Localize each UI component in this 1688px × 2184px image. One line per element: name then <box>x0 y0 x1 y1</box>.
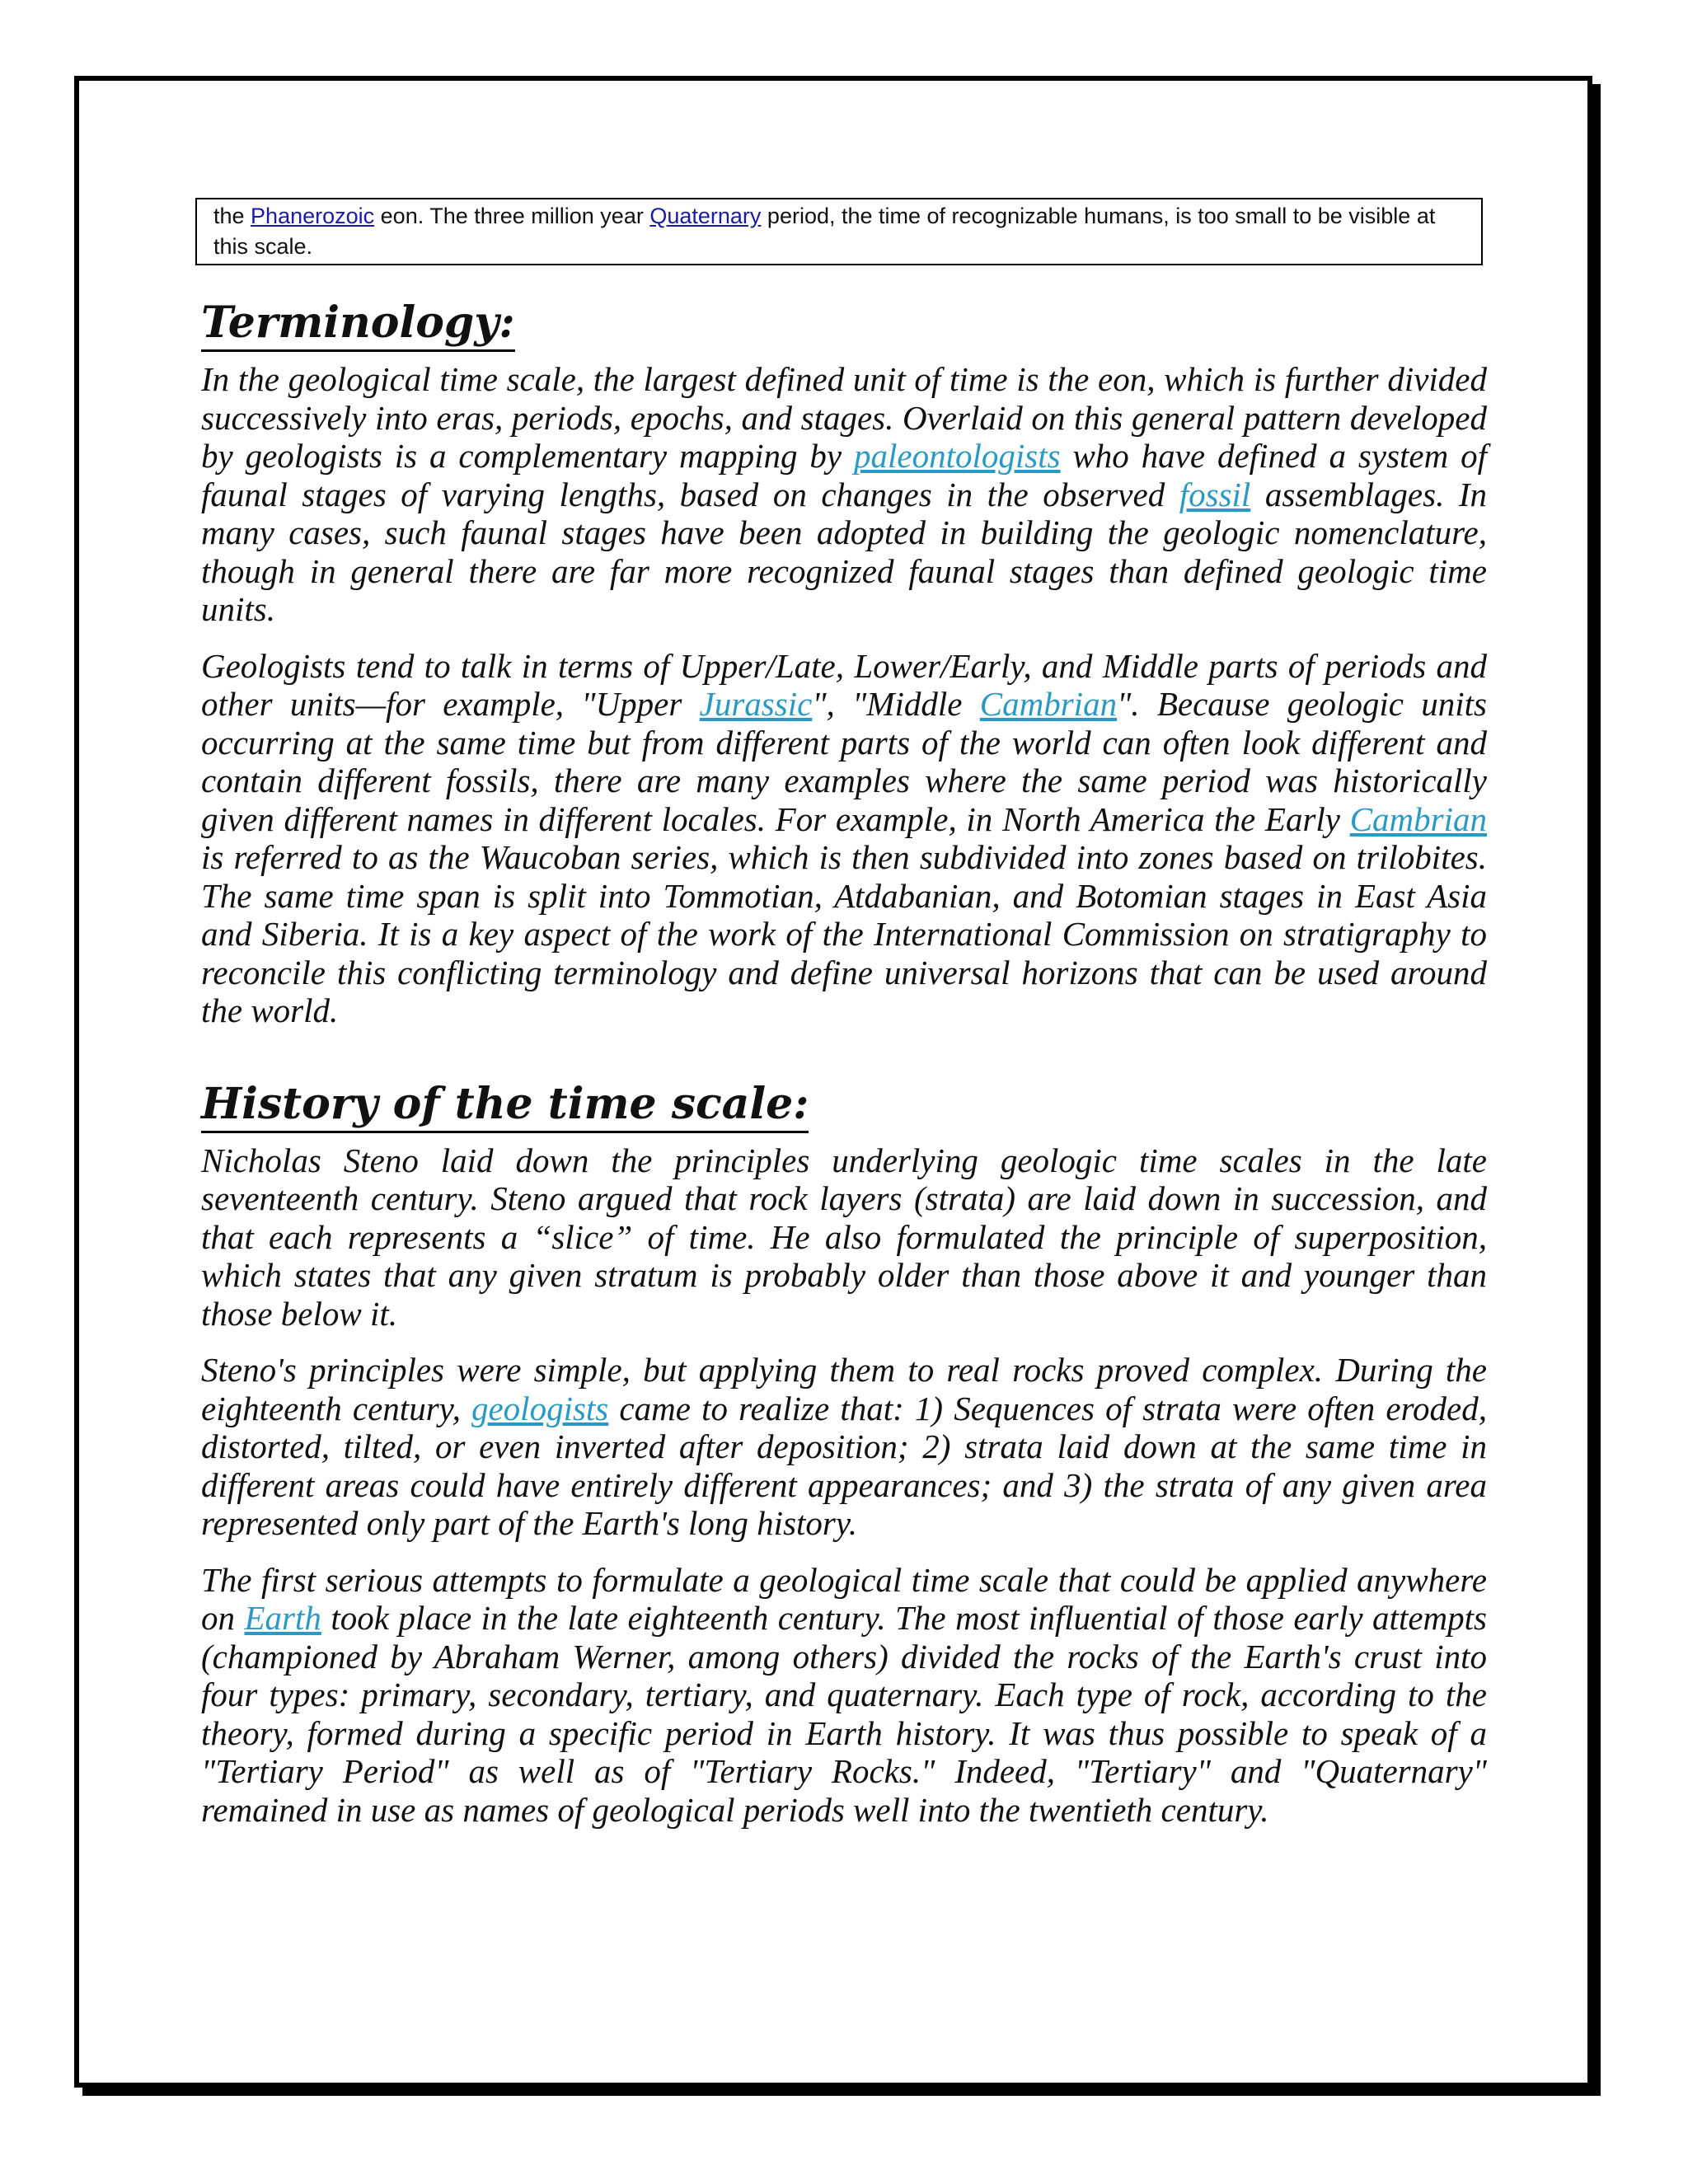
caption-text-post: period, the time of recognizable humans, is too small to be visible at this scale. <box>213 204 1436 259</box>
figure-caption <box>195 198 1483 265</box>
text-segment: is referred to as the Waucoban series, which is then subdivided into zones based on trilobites. The same time span is split into Tommotian, Atdabanian, and Botomian stages in East Asia and Siberia. It is a key aspect of the work of the International Commission on stratigraphy to reconcile this conflicting terminology and define universal horizons that can be used around the world. <box>201 838 1487 1029</box>
text-segment: Steno's principles were simple, but applying them to real rocks proved complex. During the eighteenth century, <box>201 1351 1487 1427</box>
link-jurassic[interactable]: Jurassic <box>699 685 813 723</box>
history-heading: History of the time scale: <box>201 1078 809 1133</box>
history-paragraph-1: Nicholas Steno laid down the principles underlying geologic time scales in the late seventeenth century. Steno argued that rock layers (strata) are laid down in succession, and that each represents a “slice” of time. He also formulated the principle of superposition, which states that any given stratum is probably older than those above it and younger than those below it. <box>201 1141 1487 1333</box>
link-geologists[interactable]: geologists <box>471 1389 609 1427</box>
text-segment: came to realize that: 1) Sequences of strata were often eroded, distorted, tilted, or even inverted after deposition; 2) strata laid down at the same time in different areas could have entirely different appearances; and 3) the strata of any given area represented only part of the Earth's long history. <box>201 1389 1487 1542</box>
text-segment: assemblages. In many cases, such faunal stages have been adopted in building the geologic nomenclature, though in general there are far more recognized faunal stages than defined geologic time units. <box>201 475 1487 628</box>
link-earth[interactable]: Earth <box>244 1599 321 1637</box>
text-segment: took place in the late eighteenth century. The most influential of those early attempts (championed by Abraham Werner, among others) divided the rocks of the Earth's crust into four types: primary, secondary, tertiary, and quaternary. Each type of rock, according to the theory, formed during a specific period in Earth history. It was thus possible to speak of a "Tertiary Period" as well as of "Tertiary Rocks." Indeed, "Tertiary" and "Quaternary" remained in use as names of geological periods well into the twentieth century. <box>201 1599 1487 1829</box>
link-cambrian-early[interactable]: Cambrian <box>1349 799 1487 838</box>
document-body <box>201 297 1487 1847</box>
text-segment: who have defined a system of faunal stages of varying lengths, based on changes in the observed <box>201 437 1487 513</box>
terminology-paragraph-1 <box>201 360 1487 629</box>
terminology-heading: Terminology: <box>201 297 515 352</box>
text-segment: ", "Middle <box>812 685 980 723</box>
terminology-paragraph-2 <box>201 647 1487 1030</box>
link-fossil[interactable]: fossil <box>1179 475 1251 513</box>
text-segment: The first serious attempts to formulate a geological time scale that could be applied anywhere on <box>201 1560 1487 1637</box>
history-section <box>201 1078 1487 1830</box>
text-segment: Geologists tend to talk in terms of Upper/Late, Lower/Early, and Middle parts of periods and other units—for example, "Upper <box>201 646 1487 723</box>
link-phanerozoic[interactable]: Phanerozoic <box>251 204 375 228</box>
history-paragraph-2 <box>201 1351 1487 1543</box>
link-quaternary[interactable]: Quaternary <box>649 204 762 228</box>
terminology-section <box>201 297 1487 1030</box>
text-segment: In the geological time scale, the largest defined unit of time is the eon, which is further divided successively into eras, periods, epochs, and stages. Overlaid on this general pattern developed by geologists is a complementary mapping by <box>201 360 1487 475</box>
history-paragraph-3 <box>201 1561 1487 1830</box>
text-segment: ". Because geologic units occurring at the same time but from different parts of the world can often look different and contain different fossils, there are many examples where the same period was historically given different names in different locales. For example, in North America the Early <box>201 685 1487 838</box>
link-cambrian[interactable]: Cambrian <box>979 685 1118 723</box>
link-paleontologists[interactable]: paleontologists <box>853 437 1061 475</box>
caption-text-mid: eon. The three million year <box>374 204 650 228</box>
caption-text-pre: the <box>213 204 251 228</box>
